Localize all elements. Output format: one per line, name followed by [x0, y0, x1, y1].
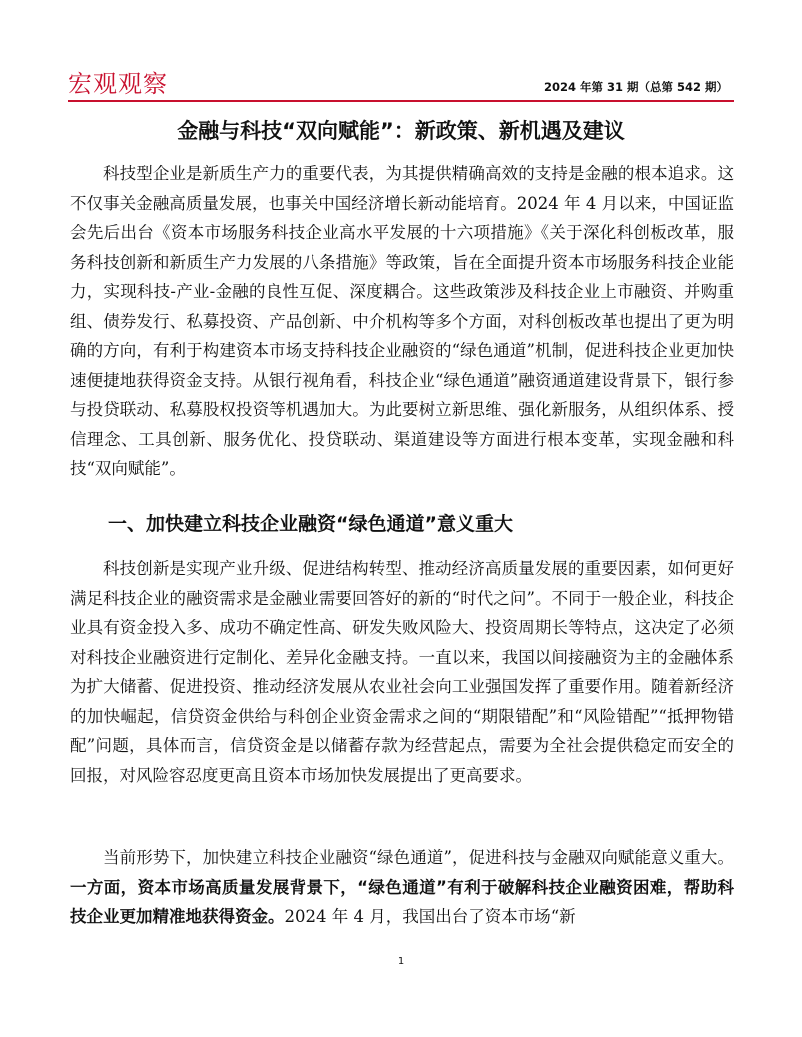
- page-header: [68, 66, 734, 102]
- page-number: 1: [397, 956, 405, 967]
- intro-paragraph: 科技型企业是新质生产力的重要代表，为其提供精确高效的支持是金融的根本追求。这不仅事关金融高质量发展，也事关中国经济增长新动能培育。2024 年 4 月以来，中国证监会先后出台《资本市场服务科技企业高水平发展的十六项措施》《关于深化科创板改革，服务科技创新和新质生产力发展的八条措施》等政策，旨在全面提升资本市场服务科技企业能力，实现科技-产业-金融的良性互促、深度耦合。这些政策涉及科技企业上市融资、并购重组、债券发行、私募投资、产品创新、中介机构等多个方面，对科创板改革也提出了更为明确的方向，有利于构建资本市场支持科技企业融资的“绿色通道”机制，促进科技企业更加快速便捷地获得资金支持。从银行视角看，科技企业“绿色通道”融资通道建设背景下，银行参与投贷联动、私募股权投资等机遇加大。为此要树立新思维、强化新服务，从组织体系、授信理念、工具创新、服务优化、投贷联动、渠道建设等方面进行根本变革，实现金融和科技“双向赋能”。: [70, 164, 734, 478]
- paragraph-text-continued: 2024 年 4 月，我国出台了资本市场“新: [284, 907, 576, 926]
- body-paragraph-2: [70, 843, 734, 932]
- issue-number: 2024 年第 31 期（总第 542 期）: [543, 80, 728, 94]
- paragraph-text: 当前形势下，加快建立科技企业融资“绿色通道”，促进科技与金融双向赋能意义重大。: [103, 848, 734, 867]
- section-heading: 一、加快建立科技企业融资“绿色通道”意义重大: [108, 513, 513, 535]
- body-paragraph: 科技创新是实现产业升级、促进结构转型、推动经济高质量发展的重要因素，如何更好满足科技企业的融资需求是金融业需要回答好的新的“时代之问”。不同于一般企业，科技企业具有资金投入多、成功不确定性高、研发失败风险大、投资周期长等特点，这决定了必须对科技企业融资进行定制化、差异化金融支持。一直以来，我国以间接融资为主的金融体系为扩大储蓄、促进投资、推动经济发展从农业社会向工业强国发挥了重要作用。随着新经济的加快崛起，信贷资金供给与科创企业资金需求之间的“期限错配”和“风险错配”“抵押物错配”问题，具体而言，信贷资金是以储蓄存款为经营起点，需要为全社会提供稳定而安全的回报，对风险容忍度更高且资本市场加快发展提出了更高要求。: [70, 559, 734, 785]
- header-divider: [68, 100, 734, 102]
- emphasis-text: 一方面，资本市场高质量发展背景下，“绿色通道”有利于破解科技企业融资困难，帮助科技企业更加精准地获得资金。: [70, 877, 734, 926]
- publication-brand: 宏观观察: [68, 70, 168, 98]
- article-title: 金融与科技“双向赋能”：新政策、新机遇及建议: [177, 119, 625, 143]
